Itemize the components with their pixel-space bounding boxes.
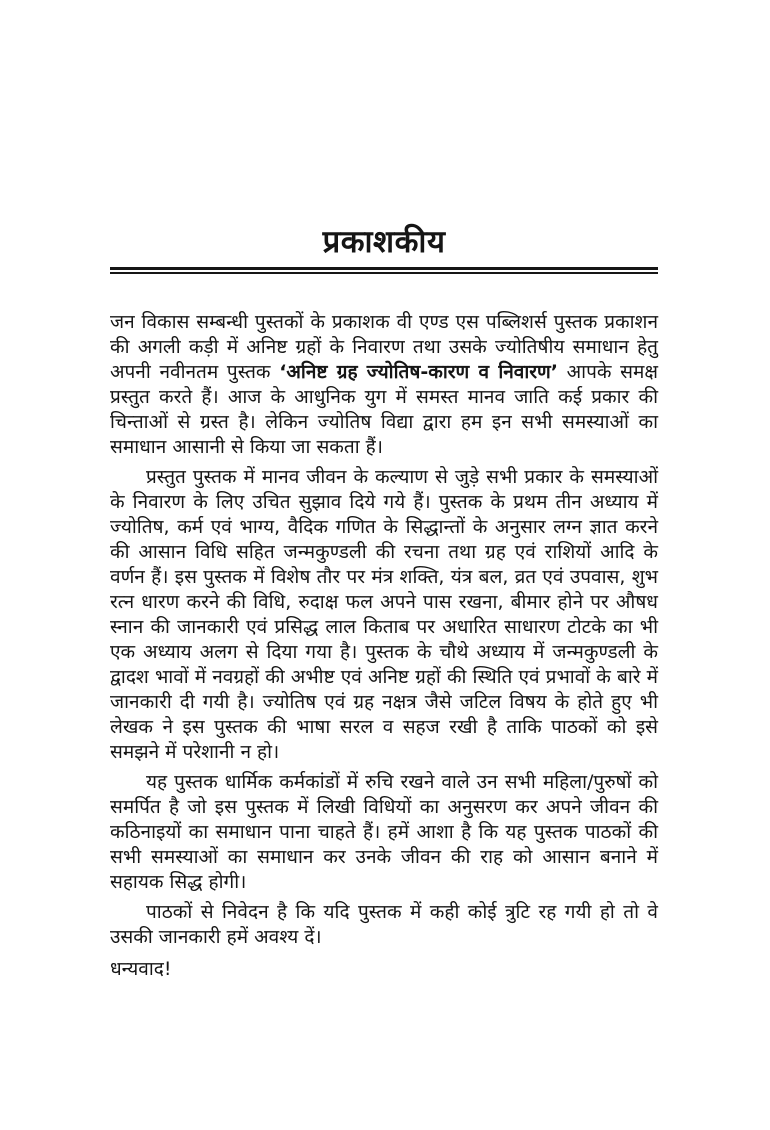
book-title-bold-text: ‘अनिष्ट ग्रह ज्योतिष-कारण व निवारण’ bbox=[279, 361, 558, 383]
closing-thanks: धन्यवाद! bbox=[110, 958, 172, 980]
page-title: प्रकाशकीय bbox=[322, 224, 446, 260]
paragraph-1-text-start: जन विकास सम्बन्धी पुस्तकों के प्रकाशक वी एण्ड एस पब्लिशर्स पुस्तक प्रकाशन की अगली कड़ी में अनिष्ट ग्रहों के निवारण तथा उसके ज्योतिषीय समाधान हेतु अपनी नवीनतम पुस्तक bbox=[110, 311, 658, 383]
paragraph-4: पाठकों से निवेदन है कि यदि पुस्तक में कही कोई त्रुटि रह गयी हो तो वे उसकी जानकारी हमें अवश्य दें। bbox=[110, 901, 658, 948]
title-double-rule bbox=[110, 267, 658, 274]
paragraph-2: प्रस्तुत पुस्तक में मानव जीवन के कल्याण से जुड़े सभी प्रकार के समस्याओं के निवारण के लिए उचित सुझाव दिये गये हैं। पुस्तक के प्रथम तीन अध्याय में ज्योतिष, कर्म एवं भाग्य, वैदिक गणित के सिद्धान्तों के अनुसार लग्न ज्ञात करने की आसान विधि सहित जन्मकुण्डली की रचना तथा ग्रह एवं राशियों आदि के वर्णन हैं। इस पुस्तक में विशेष तौर पर मंत्र शक्ति, यंत्र बल, व्रत एवं उपवास, शुभ रत्न धारण करने की विधि, रुदाक्ष फल अपने पास रखना, बीमार होने पर औषध स्नान की जानकारी एवं प्रसिद्ध लाल किताब पर अधारित साधारण टोटके का भी एक अध्याय अलग से दिया गया है। पुस्तक के चौथे अध्याय में जन्मकुण्डली के द्वादश भावों में नवग्रहों की अभीष्ट एवं अनिष्ट ग्रहों की स्थिति एवं प्रभावों के बारे में जानकारी दी गयी है। ज्योतिष एवं ग्रह नक्षत्र जैसे जटिल विषय के होते हुए भी लेखक ने इस पुस्तक की भाषा सरल व सहज रखी है ताकि पाठकों को इसे समझने में परेशानी न हो। bbox=[110, 466, 658, 763]
body-text bbox=[110, 310, 658, 950]
paragraph-1 bbox=[110, 310, 658, 460]
page-content bbox=[110, 0, 658, 982]
paragraph-1-text-end: आपके समक्ष प्रस्तुत करते हैं। आज के आधुनिक युग में समस्त मानव जाति कई प्रकार की चिन्ताओं से ग्रस्त है। लेकिन ज्योतिष विद्या द्वारा हम इन सभी समस्याओं का समाधान आसानी से किया जा सकता हैं। bbox=[110, 361, 658, 458]
paragraph-3: यह पुस्तक धार्मिक कर्मकांडों में रुचि रखने वाले उन सभी महिला/पुरुषों को समर्पित है जो इस पुस्तक में लिखी विधियों का अनुसरण कर अपने जीवन की कठिनाइयों का समाधान पाना चाहते हैं। हमें आशा है कि यह पुस्तक पाठकों की सभी समस्याओं का समाधान कर उनके जीवन की राह को आसान बनाने में सहायक सिद्ध होगी। bbox=[110, 771, 658, 893]
